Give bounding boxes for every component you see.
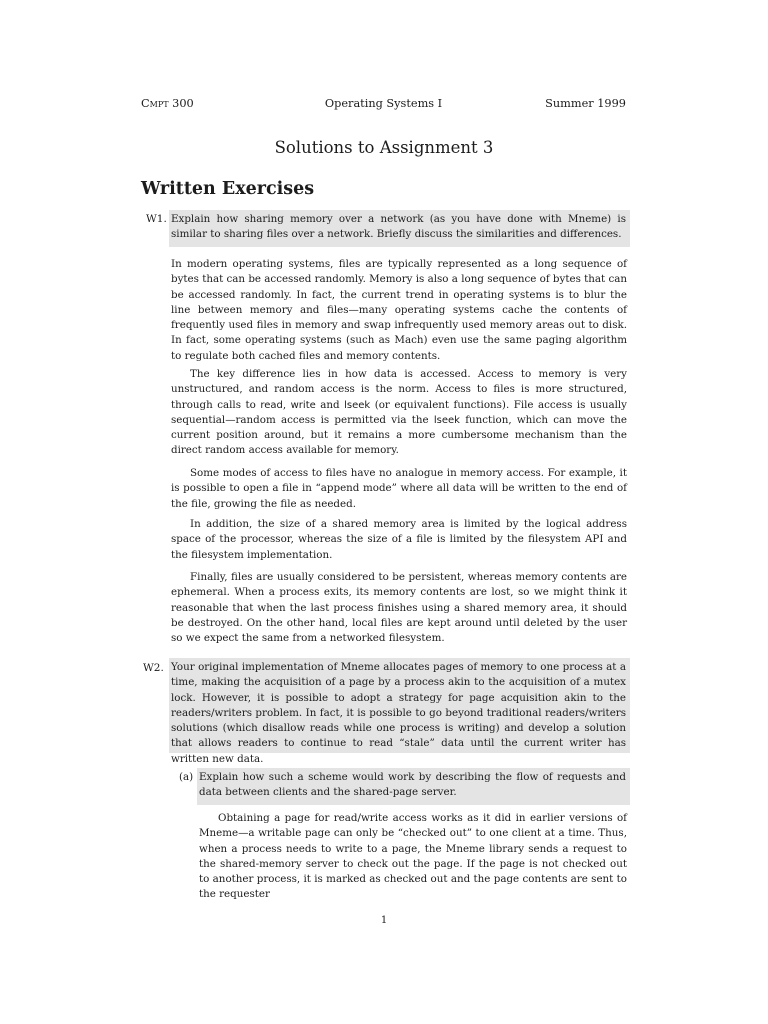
subquestion-label-a: (a)	[179, 771, 194, 783]
page-number: 1	[380, 915, 388, 926]
w1-answer-paragraph-4	[171, 517, 627, 563]
w1-answer-paragraph-3: Some modes of access to files have no analogue in memory access. For example, it is possible to open a file in “append mode” where all data will be written to the end of the file, growing the file as needed.	[171, 467, 627, 510]
section-heading: Written Exercises	[141, 179, 315, 199]
text-run: function, which can move the current position around, but it remains a more cumbersome mechanism than the direct random access available for memory.	[171, 413, 627, 457]
text-run: ,	[282, 398, 291, 411]
function-name-lseek: lseek	[433, 414, 460, 426]
function-name-write: write	[290, 399, 316, 411]
w1-answer-paragraph-1: In modern operating systems, files are typically represented as a long sequence of bytes that can be accessed randomly. Memory is also a long sequence of bytes that can be accessed randomly. In fact, the current trend in operating systems is to blur the line between memory and files—many operating systems cache the contents of frequently used files in memory and swap infrequently used memory areas out to disk. In fact, some operating systems (such as Mach) even use the same paging algorithm to regulate both cached files and memory contents.	[171, 258, 627, 362]
header-term: Summer 1999	[545, 97, 626, 110]
acronym-api: API	[584, 533, 604, 546]
text-run: The key difference lies in how data is accessed. Access to memory is very unstructured, and random access is the norm. Access to files is more structured, through calls to	[171, 368, 627, 411]
exercise-question-w2: Your original implementation of Mneme allocates pages of memory to one process at a time, making the acquisition of a page by a process akin to the acquisition of a mutex lock. However, it is possible to adopt a strategy for page acquisition akin to the readers/writers problem. In fact, it is possible to go beyond traditional readers/writers solutions (which disallow reads while one process is writing) and develop a solution that allows readers to continue to read “stale” data until the current writer has written new data.	[169, 658, 630, 753]
text-run: and the filesystem implementation.	[171, 533, 628, 561]
exercise-question-w1: Explain how sharing memory over a network (as you have done with Mneme) is similar to sharing files over a network. Briefly discuss the similarities and differences.	[169, 210, 630, 247]
subquestion-a: Explain how such a scheme would work by describing the flow of requests and data between clients and the shared-page server.	[197, 768, 630, 805]
header-course: Cmpt 300	[141, 97, 194, 110]
function-name-read: read	[260, 399, 283, 411]
running-header	[141, 96, 626, 112]
text-run: In addition, the size of a shared memory area is limited by the logical address space of the processor, whereas the size of a file is limited by the filesystem	[171, 518, 627, 546]
w1-answer-paragraph-2	[171, 367, 627, 459]
w2a-answer-paragraph: Obtaining a page for read/write access works as it did in earlier versions of Mneme—a writable page can only be “checked out” to one client at a time. Thus, when a process needs to write to a page, the Mneme library sends a request to the shared-memory server to check out the page. If the page is not checked out to another process, it is marked as checked out and the page contents are sent to the requester	[199, 812, 627, 901]
document-title: Solutions to Assignment 3	[274, 138, 494, 157]
text-run: and	[315, 398, 345, 411]
function-name-lseek: lseek	[344, 399, 371, 411]
w1-answer-paragraph-5: Finally, files are usually considered to be persistent, whereas memory contents are ephemeral. When a process exits, its memory contents are lost, so we might think it reasonable that when the last process finishes using a shared memory area, it should be destroyed. On the other hand, local files are kept around until deleted by the user so we expect the same from a networked filesystem.	[171, 571, 627, 645]
header-course-title: Operating Systems I	[324, 97, 443, 110]
exercise-label-w1: W1.	[146, 213, 167, 225]
text-run: (or equivalent functions). File access is usually sequential—random access is permitted via the	[171, 398, 627, 426]
exercise-label-w2: W2.	[143, 662, 164, 674]
